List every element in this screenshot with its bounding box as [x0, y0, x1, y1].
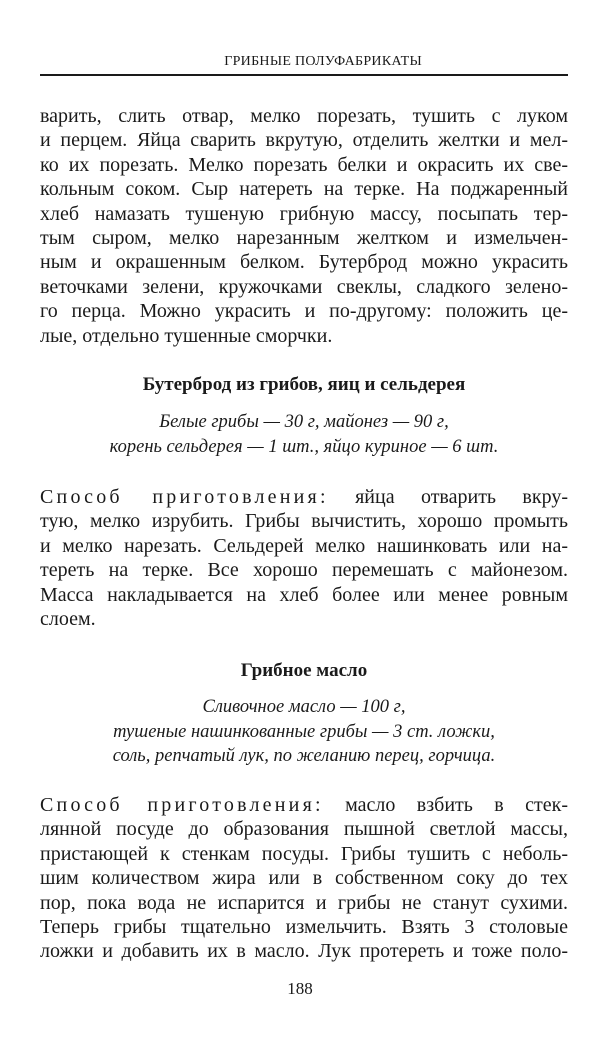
text-line: варить, слить отвар, мелко порезать, тушить с луком [40, 105, 568, 127]
text-line [40, 485, 568, 509]
text-line: пристающей к стенкам посуды. Грибы тушить с неболь- [40, 842, 568, 865]
text-line: шим количеством жира или в собственном соку до тех [40, 867, 568, 890]
method-text: яйца отварить вкру- [328, 486, 568, 508]
text-line [40, 793, 568, 817]
text-line: хлеб намазать тушеную грибную массу, посыпать тер- [40, 202, 568, 225]
text-line: кольным соком. Сыр натереть на терке. На поджаренный [40, 178, 568, 201]
ingredient-line: тушеные нашинкованные грибы — 3 ст. ложки, [113, 721, 495, 742]
method-paragraph [40, 485, 568, 631]
running-header: ГРИБНЫЕ ПОЛУФАБРИКАТЫ [40, 54, 568, 76]
recipe-title: Грибное масло [240, 660, 368, 681]
text-line: пор, пока вода не испарится и грибы не станут сухими. [40, 891, 568, 914]
ingredient-line: Сливочное масло — 100 г, [202, 697, 406, 717]
text-line: веточками зелени, кружочками свеклы, сладкого зелено- [40, 275, 568, 298]
text-line: го перца. Можно украсить и по-другому: положить це- [40, 300, 568, 323]
text-line: ным и окрашенным белком. Бутерброд можно украсить [40, 251, 568, 274]
text-line: слоем. [40, 608, 96, 631]
page-number: 188 [287, 979, 313, 998]
text-line: Теперь грибы тщательно измельчить. Взять 3 столовые [40, 916, 568, 939]
text-line: и перцем. Яйца сварить вкрутую, отделить желтки и мел- [40, 129, 568, 152]
text-line: тую, мелко изрубить. Грибы вычистить, хорошо промыть [40, 510, 568, 533]
method-label: Способ приготовления: [40, 794, 324, 816]
text-line: ложки и добавить их в масло. Лук протереть и тоже поло- [40, 940, 568, 963]
method-label: Способ приготовления: [40, 486, 329, 508]
intro-paragraph [40, 104, 568, 348]
method-text: масло взбить в стек- [323, 794, 568, 816]
recipe-title: Бутерброд из грибов, яиц и сельдерея [142, 374, 466, 395]
text-line: тым сыром, мелко нарезанным желтком и измельчен- [40, 227, 568, 250]
ingredients-list [40, 695, 568, 769]
text-line: лые, отдельно тушенные сморчки. [40, 324, 333, 347]
text-line: лянной посуде до образования пышной светлой массы, [40, 818, 568, 841]
ingredient-line: корень сельдерея — 1 шт., яйцо куриное — 6 шт. [109, 436, 499, 457]
text-line: и мелко нарезать. Сельдерей мелко нашинковать или на- [40, 534, 568, 557]
text-line: Масса накладывается на хлеб более или менее ровным [40, 583, 568, 606]
ingredient-line: соль, репчатый лук, по желанию перец, горчица. [112, 746, 496, 766]
method-paragraph [40, 793, 568, 964]
text-line: тереть на терке. Все хорошо перемешать с майонезом. [40, 559, 568, 582]
text-line: ко их порезать. Мелко порезать белки и окрасить их све- [40, 153, 568, 176]
ingredient-line: Белые грибы — 30 г, майонез — 90 г, [159, 412, 449, 432]
ingredients-list [40, 410, 568, 459]
